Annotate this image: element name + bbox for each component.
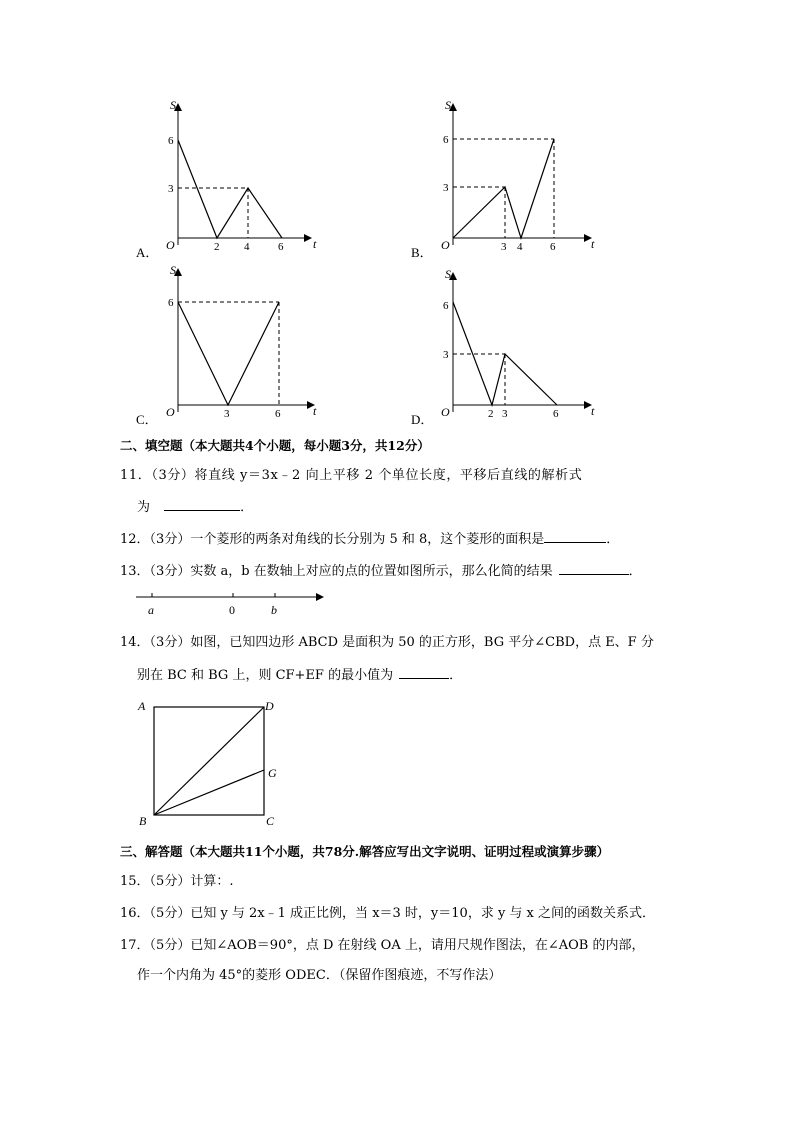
axis-label-s: S bbox=[170, 98, 176, 112]
x-tick-6: 6 bbox=[553, 408, 559, 420]
graph-d bbox=[405, 262, 605, 432]
label-b: b bbox=[271, 603, 277, 617]
y-tick-3: 3 bbox=[443, 182, 449, 194]
origin-label: O bbox=[441, 238, 450, 252]
q14-answer-blank[interactable] bbox=[399, 665, 449, 679]
label-a: a bbox=[148, 603, 154, 617]
q14-line1: 14．（3分）如图，已知四边形 ABCD 是面积为 50 的正方形，BG 平分∠CBD，点 E、F 分 bbox=[120, 635, 654, 650]
q14-text2: 别在 BC 和 BG 上，则 CF+EF 的最小值为 bbox=[137, 668, 394, 683]
q13-answer-blank[interactable] bbox=[559, 561, 629, 575]
q14-figure bbox=[130, 695, 290, 835]
y-tick-3: 3 bbox=[168, 183, 174, 195]
q17-line2: 作一个内角为 45°的菱形 ODEC．（保留作图痕迹，不写作法） bbox=[137, 968, 502, 983]
y-tick-6: 6 bbox=[168, 135, 174, 147]
y-tick-6: 6 bbox=[443, 134, 449, 146]
origin-label: O bbox=[166, 238, 175, 252]
graph-b bbox=[405, 95, 605, 265]
section2-title: 二、填空题（本大题共4个小题，每小题3分，共12分） bbox=[120, 438, 430, 453]
label-A: A bbox=[138, 699, 146, 713]
q11-line2 bbox=[137, 497, 253, 517]
x-tick-2: 2 bbox=[488, 408, 494, 420]
q13-period: ． bbox=[628, 564, 642, 579]
label-D: D bbox=[265, 699, 274, 713]
q14-period: ． bbox=[449, 668, 463, 683]
q16-line: 16．（5分）已知 y 与 2x﹣1 成正比例，当 x＝3 时，y＝10，求 y 与 x 之间的函数关系式． bbox=[120, 906, 656, 921]
graph-line bbox=[178, 140, 282, 238]
q12-period: ． bbox=[606, 532, 620, 547]
option-label-b: B． bbox=[411, 245, 433, 260]
option-label-a: A． bbox=[136, 245, 159, 260]
option-label-c: C． bbox=[136, 412, 158, 427]
q15-line: 15．（5分）计算：. bbox=[120, 874, 234, 889]
graph-line bbox=[453, 139, 554, 238]
graph-c bbox=[130, 262, 330, 432]
q12-text: 12．（3分）一个菱形的两条对角线的长分别为 5 和 8，这个菱形的面积是 bbox=[120, 532, 545, 547]
q17-line1: 17．（5分）已知∠AOB＝90°，点 D 在射线 OA 上，请用尺规作图法，在∠AOB 的内部， bbox=[120, 938, 645, 953]
section3-title: 三、解答题（本大题共11个小题，共78分.解答应写出文字说明、证明过程或演算步骤） bbox=[120, 844, 610, 859]
label-C: C bbox=[266, 814, 275, 828]
origin-label: O bbox=[441, 405, 450, 419]
diagonal-bd bbox=[154, 707, 264, 815]
x-tick-2: 2 bbox=[214, 241, 220, 253]
graph-line bbox=[178, 302, 279, 405]
q13-text: 13．（3分）实数 a，b 在数轴上对应的点的位置如图所示，那么化简的结果 bbox=[120, 564, 553, 579]
x-tick-6: 6 bbox=[550, 241, 556, 253]
q13-line bbox=[120, 561, 642, 581]
option-label-d: D． bbox=[411, 412, 434, 427]
axis-label-t: t bbox=[313, 404, 317, 418]
x-tick-6: 6 bbox=[278, 241, 284, 253]
graph-a bbox=[130, 95, 330, 265]
q12-line bbox=[120, 529, 619, 549]
q11-answer-blank[interactable] bbox=[164, 497, 240, 511]
y-tick-3: 3 bbox=[443, 349, 449, 361]
axis-label-t: t bbox=[591, 237, 595, 251]
axis-label-s: S bbox=[445, 267, 451, 281]
label-0: 0 bbox=[229, 603, 235, 617]
x-tick-4: 4 bbox=[244, 241, 250, 253]
axis-label-t: t bbox=[591, 404, 595, 418]
segment-bg bbox=[154, 770, 264, 815]
label-G: G bbox=[268, 766, 277, 780]
origin-label: O bbox=[166, 405, 175, 419]
label-B: B bbox=[139, 814, 147, 828]
q14-line2 bbox=[137, 665, 462, 685]
q11-label: 为 bbox=[137, 500, 151, 515]
y-tick-6: 6 bbox=[168, 297, 174, 309]
q11-period: ． bbox=[240, 500, 254, 515]
q12-answer-blank[interactable] bbox=[544, 529, 606, 543]
x-tick-3: 3 bbox=[501, 241, 507, 253]
axis-label-t: t bbox=[313, 237, 317, 251]
x-tick-3: 3 bbox=[502, 408, 508, 420]
x-tick-6: 6 bbox=[275, 408, 281, 420]
axis-label-s: S bbox=[170, 263, 176, 277]
axis-label-s: S bbox=[445, 98, 451, 112]
q11-line1: 11．（3分）将直线 y＝3x﹣2 向上平移 2 个单位长度，平移后直线的解析式 bbox=[120, 468, 583, 483]
x-tick-4: 4 bbox=[517, 241, 523, 253]
y-tick-6: 6 bbox=[443, 300, 449, 312]
q13-number-line bbox=[130, 587, 330, 619]
x-tick-3: 3 bbox=[224, 408, 230, 420]
